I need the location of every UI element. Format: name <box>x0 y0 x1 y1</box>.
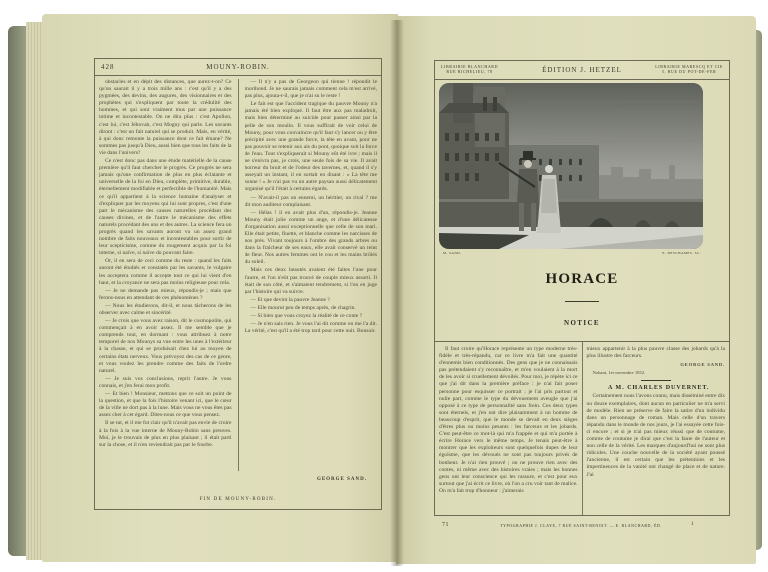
signature-mark: 1 <box>691 522 694 527</box>
text-column-1 <box>99 79 232 471</box>
publisher-right <box>655 64 723 74</box>
notice-column-1 <box>435 342 582 515</box>
paragraph: — Nous les étudierons, dit-il, et nous tâcherons de les observer avec calme et sincérité. <box>99 302 232 316</box>
page-number: 71 <box>442 522 449 528</box>
engraving-illustration <box>439 83 703 249</box>
engraving-artist-credit: M. SAND. <box>443 251 462 255</box>
publisher-address: RUE RICHELIEU, 78 <box>446 69 493 74</box>
left-text-frame <box>94 58 382 510</box>
paragraph: Or, il en sera de ceci comme du reste : quand les faits auront été étudiés et constatés par les savants, le vulgaire les acceptera comme il accepte tout ce qui lui vient d'en haut, et la croyance ne sera pas moins religieuse pour cela. <box>99 258 232 286</box>
running-head <box>95 59 381 76</box>
publisher-header <box>435 61 729 80</box>
book-gutter <box>390 20 404 566</box>
paragraph: obstacles et en dépit des distances, que aurez-t-on? Ce qu'on saurait il y a trois mille ans : c'est qu'il y a des pygmées, des devins, des augures, des visionnaires et des prophètes qui s'expliquent par toute la crédulité des hommes, et qui sont vraiment mus par une puissance intime et incontestable. On ne dira plus : c'est Apollon, c'est lui, c'est Jéhovah, c'est Mogny qui parle. Les savants diront : c'est un fait naturel qui se produit. Mais, en vérité, à qui donc remonte la puissance dont ce fait émane? Ne sommes pas jusqu'à Dieu, aussi bien que tous les faits de la vie dans l'univers? <box>99 79 232 156</box>
text-columns <box>99 79 377 471</box>
paragraph: mieux appartenir à la plus pauvre classe des jobards qu'à la plus illustre des farceurs. <box>586 346 725 360</box>
paragraph: Il faut croire qu'Horace représente un type moderne très-fidèle et très-répandu, car ce livre m'a fait une quantité d'ennemis bien conditionnés. Des gens que je ne connaissais pas prétendaient s'y reconnaître, et m'en voulaient à la mort de les avoir si cruellement dévoilés. Pour moi, je répète ici ce que j'ai dit dans la première préface : je n'ai fait poser personne pour esquisser ce portrait ; je l'ai pris partout et nulle part, comme le type du dévouement aveugle que j'ai opposé à ce type de personnalité sans frein. Ces deux types sont éternels, et j'en ont dire plaisamment à un homme de beaucoup d'esprit, que le monde se devait en deux sièges d'êtres plus ou moins pesants : les farceurs et les jobards. C'est peut-être ce mot-là qui m'a frappée et qui m'a portée à écrire Horace vers le même temps. Je tenais peut-être à montrer que les exploiteurs sont quelquefois dupes de leur égoïsme, que les dévoués ne sont pas toujours privés de bonheur. Je n'ai rien prouvé ; on ne prouve rien avec des contes, ni même avec des histoires vraies ; mais les bonnes gens ont leur conscience qui les rassure, et c'est pour eux surtout que j'ai écrit ce livre, où l'on a cru voir tant de malice. On m'a fait trop d'honneur : j'aimerais <box>439 346 578 494</box>
paragraph: — Il n'y a pas de Georgeon qui tienne ! répondit le moribond. Je ne saurais jamais comment cela m'est arrivé, pas plus, ajouta-t-il, que je n'ai su le reste ! <box>244 79 377 100</box>
paragraph: — Elle mourut peu de temps après, de chagrin. <box>250 304 356 311</box>
paragraph: — Je crois que vous avez raison, dit le cosmopolite, qui commençait à en avoir assez. Il me semble que je comprends tout, en dormant : vous attribuez à notre temporel de nos Mounys sa vue entre les unes à l'extérieur à la chasse, et qui se produisait chez lui au moyen de certains états nerveux. Vous prévoyez des cas de ce genre, et vous voulez les prendre comme des faits de l'ordre naturel. <box>99 318 232 374</box>
right-text-frame <box>434 60 730 516</box>
end-of-story-line: FIN DE MOUNY-ROBIN. <box>199 497 277 502</box>
title-rule <box>565 301 599 302</box>
section-rule <box>641 380 671 381</box>
printer-imprint: TYPOGRAPHIE J. CLAYE, 7 RUE SAINT-BENOIT. — E. BLANCHARD, ÉD. <box>500 523 662 528</box>
author-signature: GEORGE SAND. <box>316 477 367 482</box>
paragraph: Il se tut, et il me fut clair qu'il n'avait pas envie de croire à la fois à la vue interne de Mouny-Robin sans preuves. Moi, je le trouvais de plus en plus plaisant ; il était parti sur la chose, et il n'en reviendrait pas par le fourbe. <box>99 420 232 448</box>
paragraph: Mais ces deux beautés avaient été faites l'une pour l'autre, et l'on n'eût pas trouvé de couple mieux assorti. Il était de son côté, et s'aimaient tendrement, si l'on en juge par l'histoire qui va suivre. <box>244 267 377 295</box>
section-title: NOTICE <box>563 319 601 327</box>
paragraph: — Si bien que vous croyez la réalité de ce conte ? <box>250 313 363 319</box>
notice-signature: GEORGE SAND. <box>680 362 725 368</box>
edition-title: ÉDITION J. HETZEL <box>542 66 622 74</box>
engraving-engraver-credit: E. DESCHAMPS. SC. <box>662 251 701 255</box>
left-page <box>42 14 398 562</box>
paragraph: — Je n'en sais rien. Je vous l'ai dit comme on me l'a dit. La vérité, c'est qu'il a été trop tard pour cette nuit. Bonsoir. <box>244 321 377 335</box>
column-divider <box>238 79 239 471</box>
notice-columns <box>435 341 729 515</box>
paragraph: Certainement nous l'avons connu, mais disséminé entre dix ou douze exemplaires, dont aucun en particulier ne m'a servi de modèle. Rien ne préserve de faire la satire d'un individu dans un personnage de roman. Mais celle d'un travers répandu dans le monde de nos jours, je l'ai essayée cette fois-ci encore ; et si je n'ai pas mieux réussi que de coutume, comme de coutume je dirai que c'est la faute de l'auteur et non celle de la vérité. Les marques d'aujourd'hui ne sont plus ridicules. Une couche nouvelle de la société ayant poussé l'ancienne, il est certain que les prétentions et les impertinences de la vanité ont changé de place et de nature. J'ai <box>586 393 725 478</box>
running-title: MOUNY-ROBIN. <box>206 63 270 71</box>
paragraph: — Et bien ! Monsieur, mettons que ce soit un point de la question, et que la fois l'histoire venant ici, que le cœur de la ville ne dort pas à la lune. Mais vous ne vous êtes pas assez cher à cet égard. Dites-nous ce que vous pensez. <box>99 391 232 419</box>
notice-dateline: Nohant, 1er novembre 1852. <box>592 370 646 376</box>
paragraph: Le fait est que l'accident tragique du pauvre Mouny n'a jamais été bien expliqué. Il faut être aux pas maladroit, mais bien déterminé au suicide pour passer ainsi par la pelle de son moulin. Il vous suffirait de voir celui de Mouny, pour vous convaincre qu'il faut s'y lancer ou y être précipité avec une grande force, la tête en avant, pour ne pas pouvoir se retenir aux ais du pont, quoique soit la force de l'eau. Tout s'expliquerait si Mouny eût été ivre ; mais il ne s'enivra pas, je crois, une seule fois de sa vie. Il avait horreur du bruit et de l'odeur des tavernes, et, quand il s'y asseyait un instant, il en sortait en disant : « La tête me sonne ! » Je n'ai pas vu un autre paysan aussi délicatement organisé qu'il l'était à certains égards. <box>244 101 377 193</box>
paragraph: — Hélas ! il en avait plus d'un, répondis-je. Jeanne Mouny était jolie comme un ange, et d'une délicatesse d'organisation aussi exceptionnelle que celle de son mari. Elle était petite, fluette, et blanche comme les narcisses de nos prés. Vivant toujours à l'ombre des grands arbres ou dans la fraîcheur de ses eaux, elle avait conservé un teint de fleur. Nos autres femmes ont le cou et les mains brûlés du soleil. <box>244 209 377 266</box>
paragraph: — N'avait-il pas un ennemi, un héritier, un rival ? me dit mon auditeur complaisant. <box>244 194 377 208</box>
notice-column-2 <box>583 342 730 515</box>
dedication-title: A M. CHARLES DUVERNET. <box>608 385 710 392</box>
publisher-name: LIBRAIRIE MARESCQ ET CIE <box>655 64 723 69</box>
paragraph: — Et que devint la pauvre Jeanne ? <box>250 296 330 303</box>
open-book <box>4 8 764 564</box>
right-page <box>396 16 756 564</box>
paragraph: — Je suis vos conclusions, reprit l'autre. Je vous connais, et j'en ferai mon profit. <box>99 375 232 389</box>
publisher-address: 5, RUE DU POT-DE-FER <box>661 69 717 74</box>
work-title: HORACE <box>545 271 619 287</box>
text-column-2 <box>245 79 378 471</box>
page-number: 428 <box>101 63 115 71</box>
publisher-name: LIBRAIRIE BLANCHARD <box>441 64 499 69</box>
paragraph: — Je ne demande pas mieux, répondis-je ; mais que ferons-nous en attendant de ces phénomènes ? <box>99 287 232 301</box>
paragraph: Ce n'est donc pas dans une étude matérielle de la cause première qu'il faut chercher le progrès. Ce progrès ne sera jamais qu'une confirmation de plus en plus éclatante et universelle de la foi en Dieu, complète, primitive, durable, éternellement modifiable et perfectible de l'humanité. Mais ce qu'il appartient à la science humaine d'analyser et d'expliquer par les moyens qui lui sont propres, c'est d'une part le mécanisme des causes naturelles procédant des causes divines, et de l'autre le mécanisme des effets naturels procédant des uns et des autres. La science fera un progrès quand les savants auront vu un assez grand nombre de faits nouveaux et incontestables pour sortir de leur scepticisme, comme du rougement acquis par la foi interne, si naïve, si naïve du pouvant faire. <box>99 158 232 257</box>
engraving-scene <box>439 83 703 249</box>
